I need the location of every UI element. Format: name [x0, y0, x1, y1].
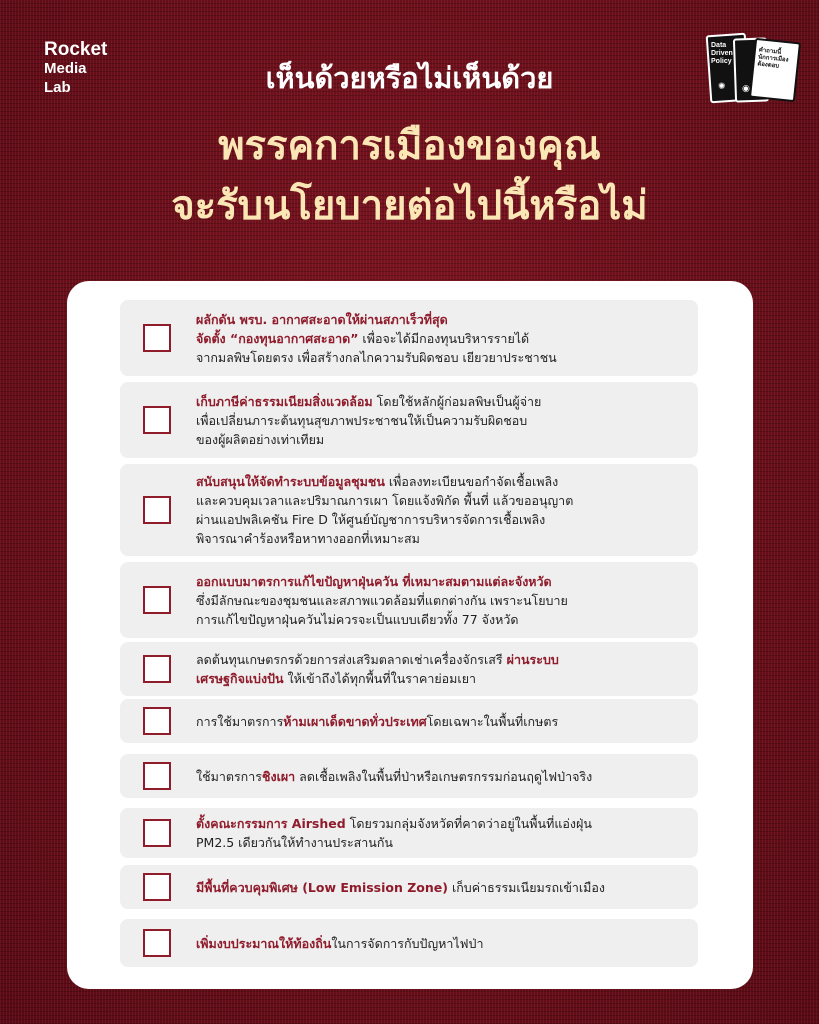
policy-text	[196, 878, 605, 897]
policy-segment: ลดเชื้อเพลิงในพื้นที่ป่าหรือเกษตรกรรมก่อนฤดูไฟป่าจริง	[295, 768, 593, 784]
policy-text-line	[196, 510, 573, 529]
policy-segment: เพื่อลงทะเบียนขอกำจัดเชื้อเพลิง	[384, 474, 559, 489]
policy-segment: เก็บค่าธรรมเนียมรถเข้าเมือง	[447, 879, 606, 895]
policy-text-line	[196, 392, 541, 411]
policy-item	[120, 865, 698, 909]
policy-highlight: ผ่านระบบ	[506, 652, 559, 667]
policy-text-line	[196, 430, 541, 449]
policy-text-line	[196, 712, 558, 731]
policy-segment: ของผู้ผลิตอย่างเท่าเทียม	[196, 431, 325, 447]
policy-segment: พิจารณาคำร้องหรือหาทางออกที่เหมาะสม	[196, 531, 420, 546]
policy-checkbox[interactable]	[143, 707, 171, 735]
policy-text	[196, 650, 559, 688]
policy-text-line	[196, 329, 557, 348]
policy-segment: การใช้มาตรการ	[196, 713, 284, 729]
policy-text-line	[196, 411, 541, 430]
policy-text-line	[196, 348, 557, 367]
policy-text-line	[196, 878, 605, 897]
policy-text	[196, 472, 573, 548]
policy-text-line	[196, 472, 573, 491]
eye-icon: ◉	[742, 84, 750, 94]
policy-highlight: มีพื้นที่ควบคุมพิเศษ (Low Emission Zone)	[196, 879, 448, 895]
headline-line-2: จะรับนโยบายต่อไปนี้หรือไม่	[171, 183, 648, 229]
policy-highlight: ห้ามเผาเด็ดขาดทั่วประเทศ	[283, 713, 427, 729]
policy-text	[196, 814, 592, 852]
kicker-title: เห็นด้วยหรือไม่เห็นด้วย	[265, 61, 554, 95]
policy-checkbox[interactable]	[143, 496, 171, 524]
policy-item	[120, 300, 698, 376]
policy-checkbox[interactable]	[143, 586, 171, 614]
policy-text-line	[196, 669, 559, 688]
policy-text-line	[196, 767, 592, 786]
policy-checkbox[interactable]	[143, 324, 171, 352]
policy-text	[196, 767, 592, 786]
policy-checkbox[interactable]	[143, 819, 171, 847]
policy-text-line	[196, 833, 592, 852]
policy-highlight: จัดตั้ง	[196, 330, 231, 346]
policy-segment: เพื่อเปลี่ยนภาระต้นทุนสุขภาพประชาชนให้เป็นความรับผิดชอบ	[196, 412, 528, 428]
policy-highlight: ผลักดัน พรบ. อากาศสะอาดให้ผ่านสภาเร็วที่สุด	[196, 311, 448, 327]
policy-text	[196, 310, 557, 367]
policy-text-line	[196, 310, 557, 329]
policy-segment: PM2.5 เดียวกันให้ทำงานประสานกัน	[196, 835, 393, 850]
policy-segment: ใช้มาตรการ	[196, 768, 262, 784]
policy-segment: การแก้ไขปัญหาฝุ่นควันไม่ควรจะเป็นแบบเดียวทั้ง 77 จังหวัด	[196, 611, 519, 627]
policy-segment: โดยรวมกลุ่มจังหวัดที่คาดว่าอยู่ในพื้นที่แอ่งฝุ่น	[345, 816, 592, 831]
policy-text-line	[196, 491, 573, 510]
policy-text-line	[196, 529, 573, 548]
brand-line-2: Media	[44, 60, 87, 77]
policy-item	[120, 562, 698, 638]
policy-segment: โดยเฉพาะในพื้นที่เกษตร	[426, 713, 559, 729]
policy-text-line	[196, 650, 559, 669]
policy-item	[120, 464, 698, 556]
headline-line-1: พรรคการเมืองของคุณ	[218, 123, 601, 169]
policy-highlight: เก็บภาษีค่าธรรมเนียมสิ่งแวดล้อม	[196, 393, 373, 409]
policy-segment: ผ่านแอปพลิเคชัน Fire D ให้ศูนย์บัญชาการบริหารจัดการเชื้อเพลิง	[196, 512, 546, 527]
policy-highlight: ตั้งคณะกรรมการ Airshed	[196, 816, 346, 831]
policy-item	[120, 919, 698, 967]
policy-highlight: “กองทุนอากาศสะอาด”	[230, 330, 359, 346]
policy-checkbox[interactable]	[143, 406, 171, 434]
policy-segment: จากมลพิษโดยตรง เพื่อสร้างกลไกความรับผิดชอบ เยียวยาประชาชน	[196, 349, 557, 365]
brand-line-1: Rocket	[44, 39, 108, 60]
policy-item	[120, 699, 698, 743]
policy-highlight: สนับสนุนให้จัดทำระบบข้อมูลชุมชน	[196, 474, 385, 489]
policy-item	[120, 754, 698, 798]
policy-checklist-card	[67, 281, 753, 989]
policy-highlight: เพิ่มงบประมาณให้ท้องถิ่น	[196, 935, 332, 951]
policy-checkbox[interactable]	[143, 655, 171, 683]
policy-highlight: เศรษฐกิจแบ่งปัน	[196, 671, 284, 686]
policy-item	[120, 382, 698, 458]
headline	[0, 116, 819, 236]
policy-text-line	[196, 934, 483, 953]
brand-line-3: Lab	[44, 79, 71, 96]
policy-text	[196, 934, 483, 953]
policy-highlight: ชิงเผา	[261, 768, 296, 784]
badge-right-text: คำถามนี้ นักการเมือง ต้องตอบ	[756, 46, 789, 70]
policy-segment: และควบคุมเวลาและปริมาณการเผา โดยแจ้งพิกัด พื้นที่ แล้วขออนุญาต	[196, 493, 574, 508]
policy-checkbox[interactable]	[143, 929, 171, 957]
policy-segment: ซึ่งมีลักษณะของชุมชนและสภาพแวดล้อมที่แตกต่างกัน เพราะนโยบาย	[196, 592, 568, 608]
policy-segment: เพื่อจะได้มีกองทุนบริหารรายได้	[358, 330, 530, 346]
policy-segment: ให้เข้าถึงได้ทุกพื้นที่ในราคาย่อมเยา	[283, 671, 477, 686]
policy-text	[196, 392, 541, 449]
sun-icon: ✺	[718, 82, 726, 92]
policy-text	[196, 572, 568, 629]
policy-text-line	[196, 591, 568, 610]
policy-item	[120, 808, 698, 858]
policy-segment: ลดต้นทุนเกษตรกรด้วยการส่งเสริมตลาดเช่าเครื่องจักรเสรี	[196, 652, 507, 667]
policy-segment: ในการจัดการกับปัญหาไฟป่า	[331, 935, 484, 951]
policy-text	[196, 712, 558, 731]
badge-left-text: Data Driven Policy	[711, 42, 733, 65]
policy-text-line	[196, 814, 592, 833]
policy-text-line	[196, 610, 568, 629]
policy-item	[120, 642, 698, 696]
policy-checkbox[interactable]	[143, 762, 171, 790]
policy-segment: โดยใช้หลักผู้ก่อมลพิษเป็นผู้จ่าย	[372, 393, 542, 409]
policy-text-line	[196, 572, 568, 591]
policy-checkbox[interactable]	[143, 873, 171, 901]
policy-highlight: ออกแบบมาตรการแก้ไขปัญหาฝุ่นควัน ที่เหมาะสมตามแต่ละจังหวัด	[196, 573, 552, 589]
